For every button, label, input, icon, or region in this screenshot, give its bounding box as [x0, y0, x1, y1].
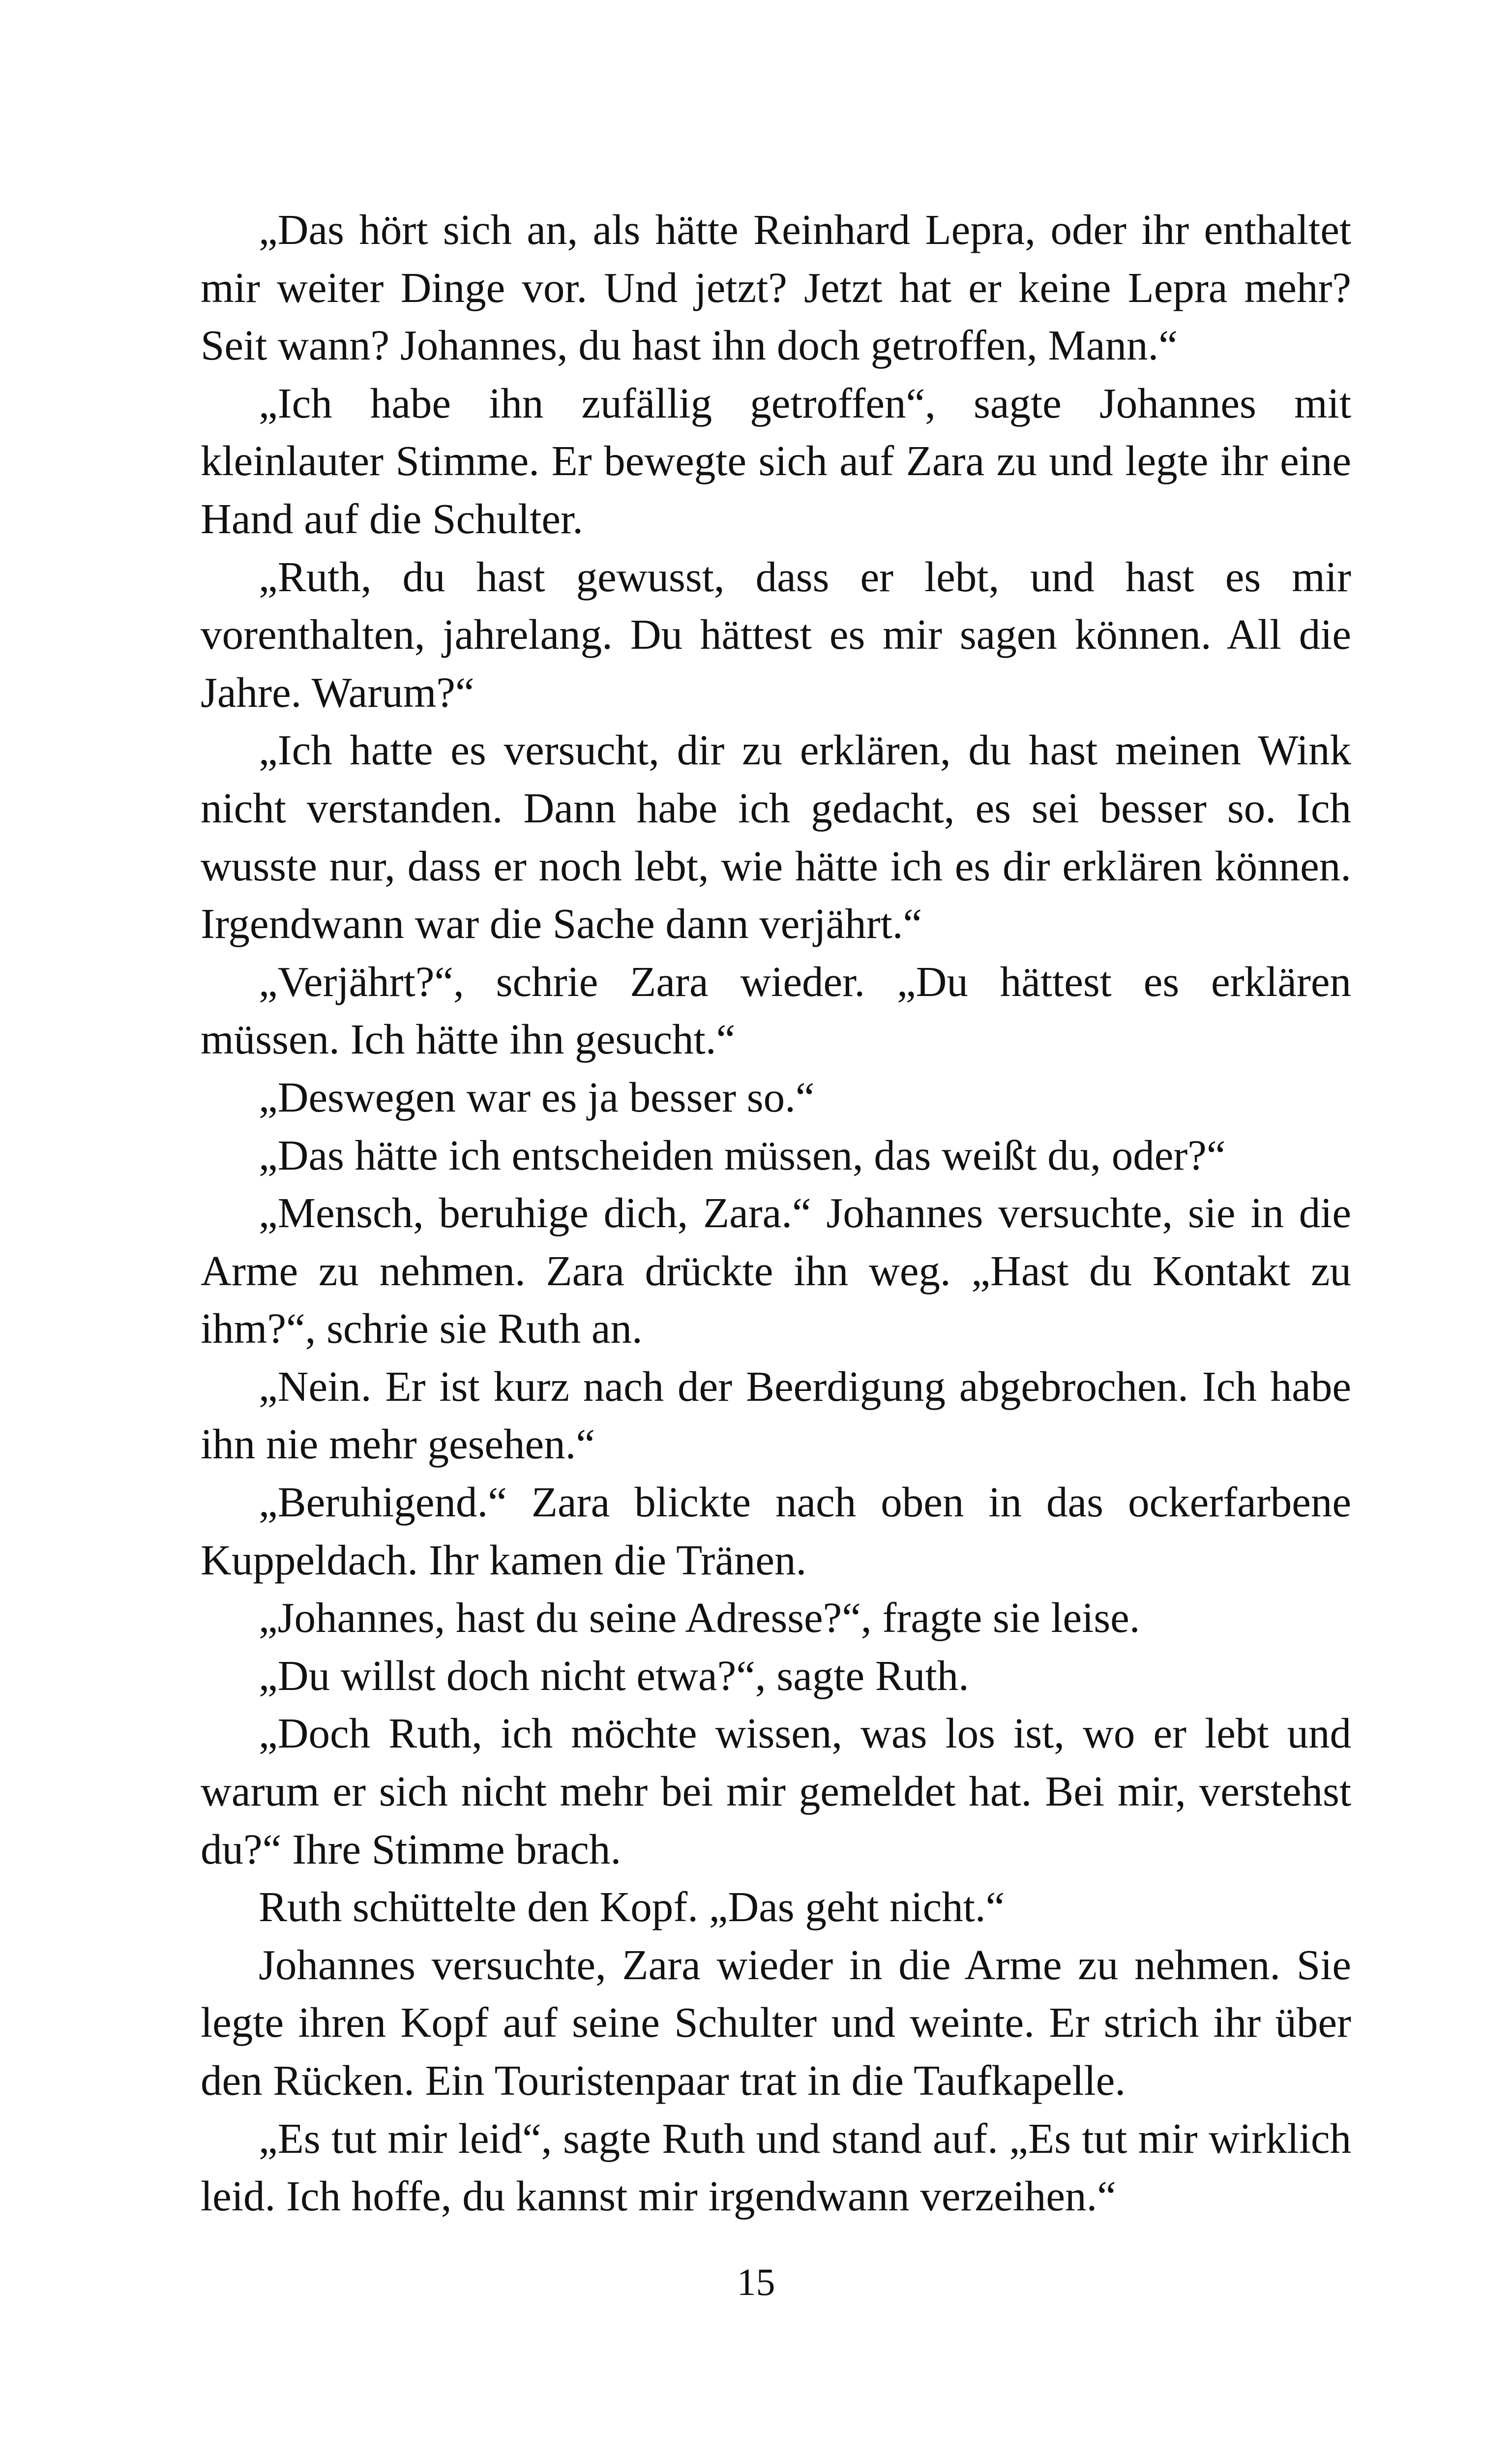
paragraph-13: „Doch Ruth, ich möchte wissen, was los ist, wo er lebt und warum er sich nicht mehr bei mir gemeldet hat. Bei mir, verstehst du?“ Ihre Stimme brach.: [201, 1709, 1351, 1873]
page-number: 15: [737, 2261, 775, 2303]
paragraph-14: Ruth schüttelte den Kopf. „Das geht nicht.“: [259, 1883, 1005, 1931]
paragraph-1: „Das hört sich an, als hätte Reinhard Lepra, oder ihr enthaltet mir weiter Dinge vor. Und jetzt? Jetzt hat er keine Lepra mehr? Seit wann? Johannes, du hast ihn doch getroffen, Mann.“: [201, 206, 1351, 369]
body-text: [201, 201, 1351, 2225]
paragraph-3: „Ruth, du hast gewusst, dass er lebt, und hast es mir vorenthalten, jahrelang. Du hättest es mir sagen können. All die Jahre. Warum?“: [201, 552, 1351, 716]
paragraph-12: „Du willst doch nicht etwa?“, sagte Ruth.: [259, 1651, 969, 1699]
paragraph-2: „Ich habe ihn zufällig getroffen“, sagte Johannes mit kleinlauter Stimme. Er bewegte sich auf Zara zu und legte ihr eine Hand auf die Schulter.: [201, 379, 1351, 543]
paragraph-8: „Mensch, beruhige dich, Zara.“ Johannes versuchte, sie in die Arme zu nehmen. Zara drückte ihn weg. „Hast du Kontakt zu ihm?“, schrie sie Ruth an.: [201, 1189, 1351, 1353]
paragraph-15: Johannes versuchte, Zara wieder in die Arme zu nehmen. Sie legte ihren Kopf auf seine Schulter und weinte. Er strich ihr über den Rücken. Ein Touristenpaar trat in die Taufkapelle.: [201, 1940, 1351, 2104]
paragraph-10: „Beruhigend.“ Zara blickte nach oben in das ockerfarbene Kuppeldach. Ihr kamen die Tränen.: [201, 1478, 1351, 1584]
paragraph-11: „Johannes, hast du seine Adresse?“, fragte sie leise.: [259, 1594, 1140, 1642]
paragraph-6: „Deswegen war es ja besser so.“: [259, 1073, 815, 1121]
paragraph-16: „Es tut mir leid“, sagte Ruth und stand auf. „Es tut mir wirklich leid. Ich hoffe, du kannst mir irgendwann verzeihen.“: [201, 2114, 1351, 2220]
paragraph-7: „Das hätte ich entscheiden müssen, das weißt du, oder?“: [259, 1131, 1226, 1179]
paragraph-5: „Verjährt?“, schrie Zara wieder. „Du hättest es erklären müssen. Ich hätte ihn gesucht.“: [201, 957, 1351, 1063]
paragraph-4: „Ich hatte es versucht, dir zu erklären, du hast meinen Wink nicht verstanden. Dann habe ich gedacht, es sei besser so. Ich wusste nur, dass er noch lebt, wie hätte ich es dir erklären können. Irgendwann war die Sache dann verjährt.“: [201, 726, 1351, 948]
paragraph-9: „Nein. Er ist kurz nach der Beerdigung abgebrochen. Ich habe ihn nie mehr gesehen.“: [201, 1362, 1351, 1468]
